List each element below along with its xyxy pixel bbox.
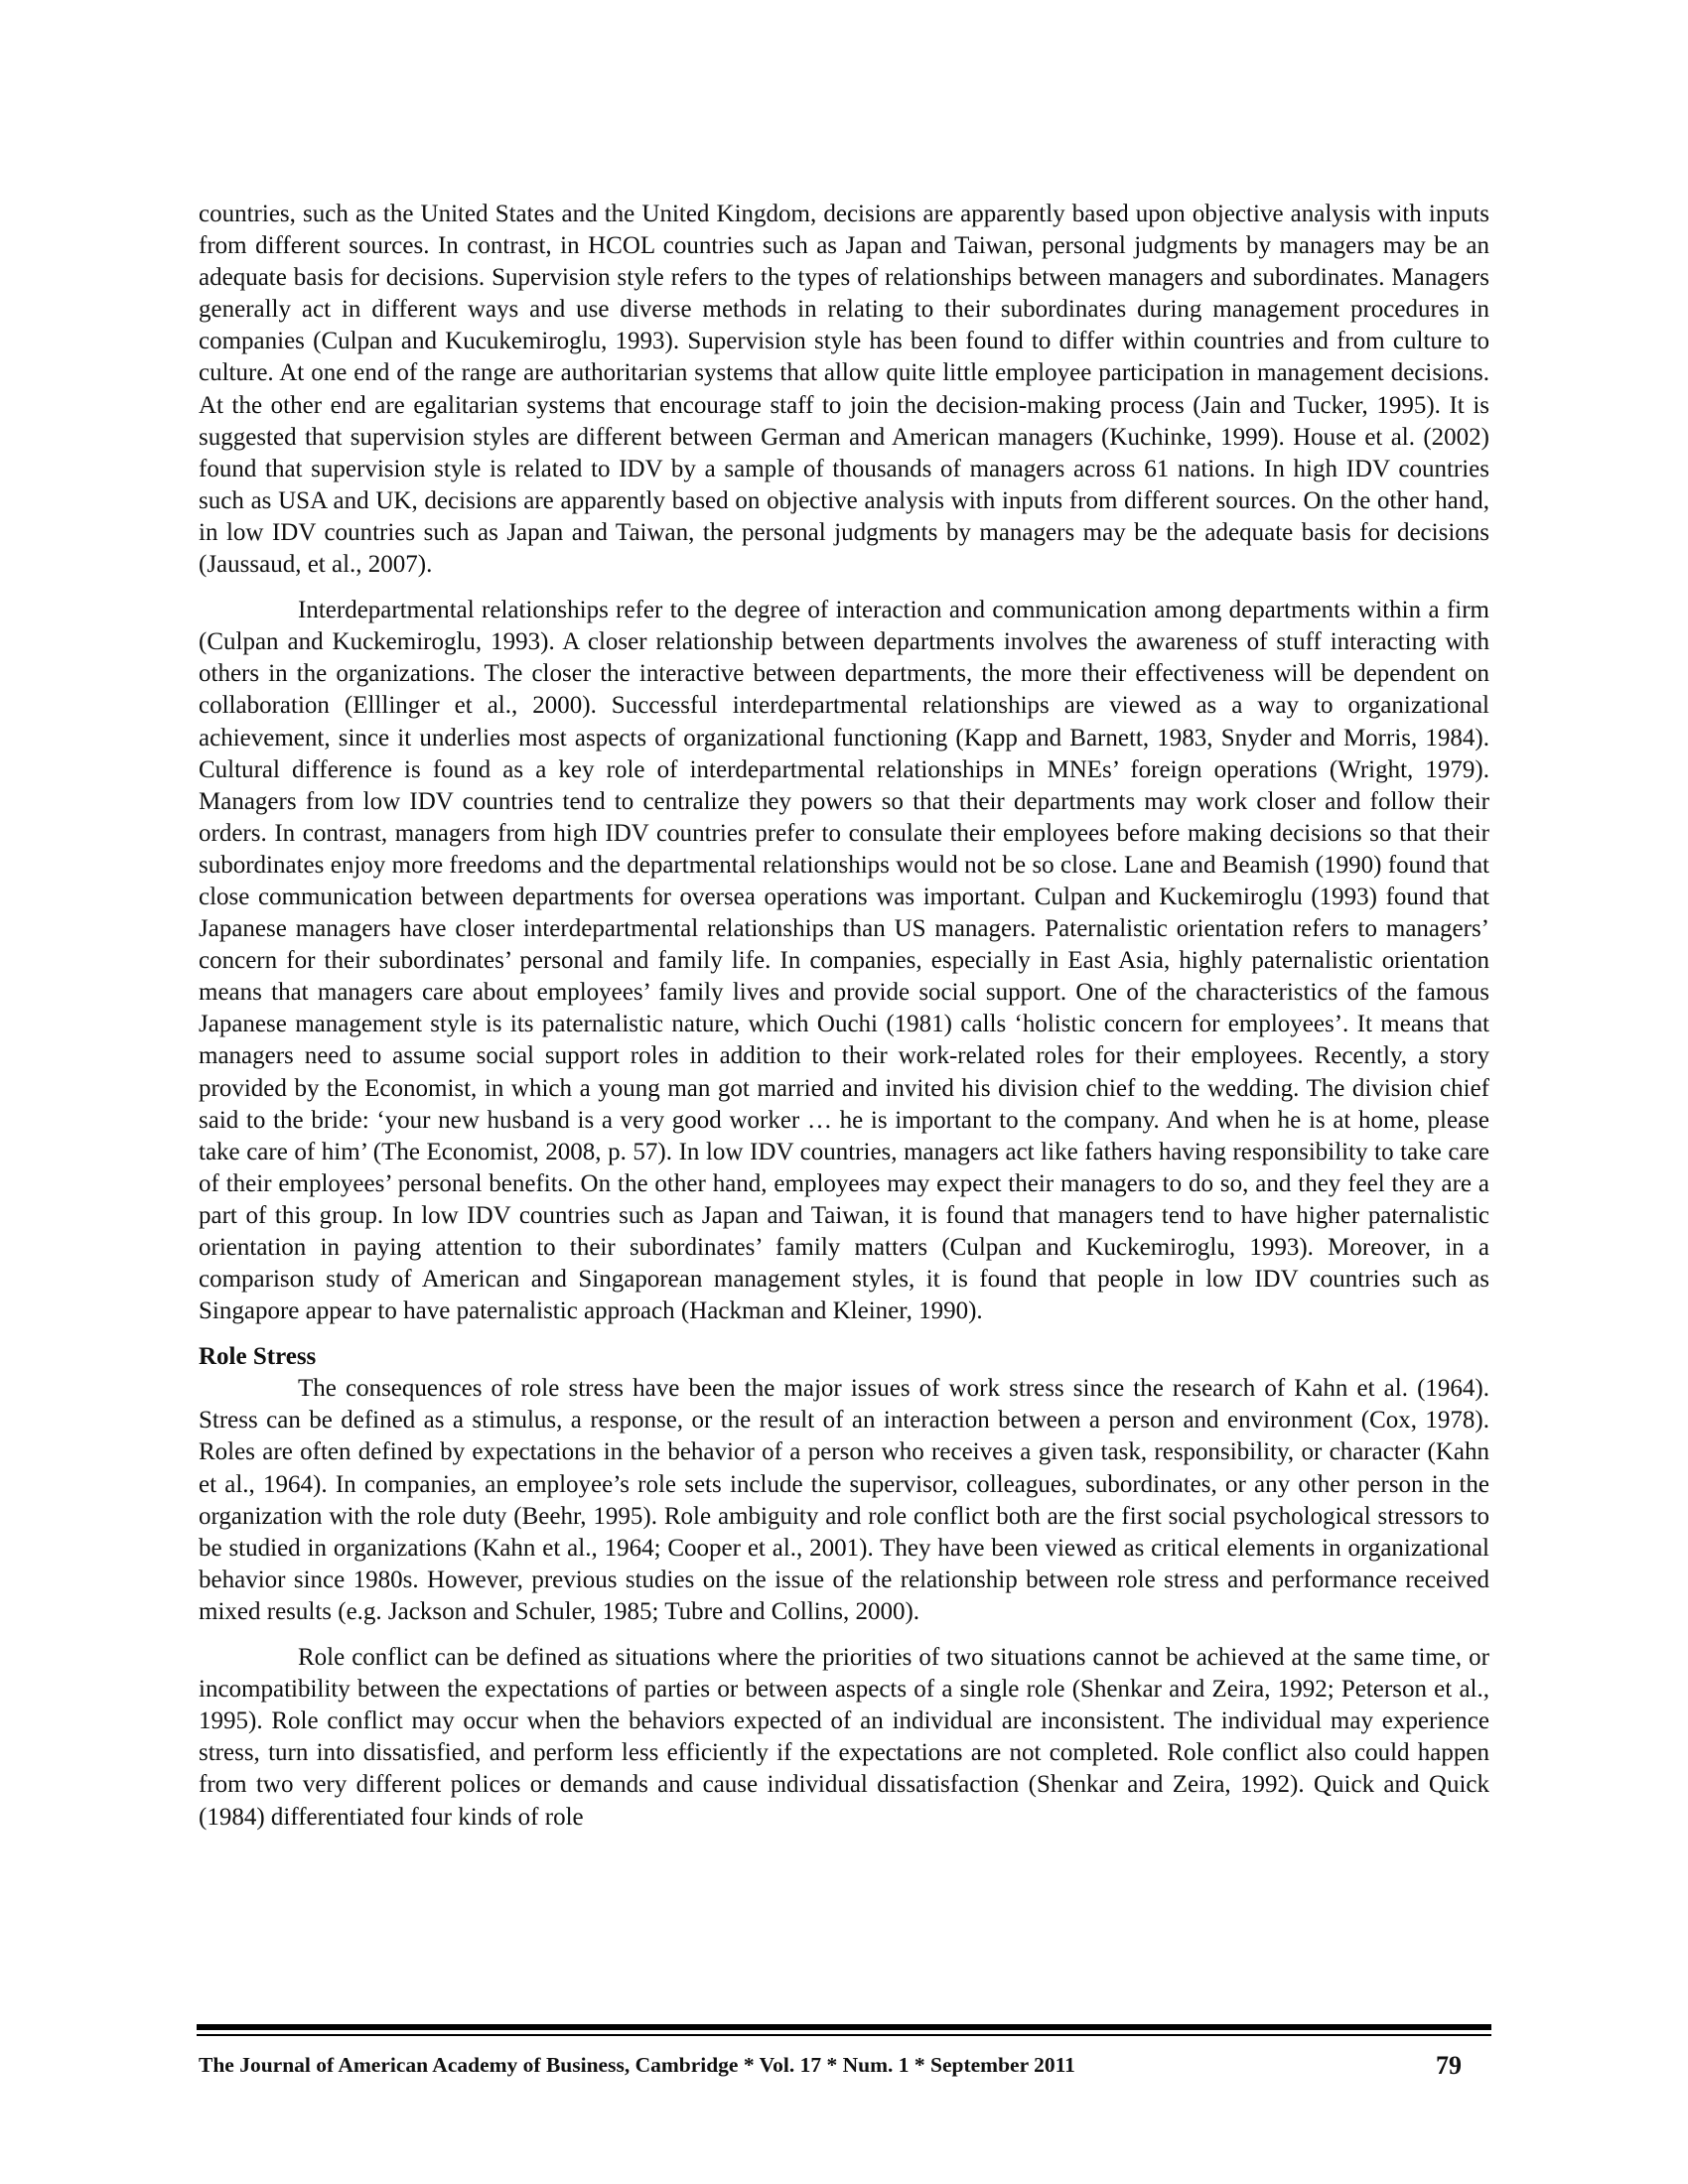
body-paragraph: countries, such as the United States and the United Kingdom, decisions are apparently based upon objective analysis with inputs from different sources. In contrast, in HCOL countries such as Japan and Taiwan, personal judgments by managers may be an adequate basis for decisions. Supervision style refers to the types of relationships between managers and subordinates. Managers generally act in different ways and use diverse methods in relating to their subordinates during management procedures in companies (Culpan and Kucukemiroglu, 1993). Supervision style has been found to differ within countries and from culture to culture. At one end of the range are authoritarian systems that allow quite little employee participation in management decisions. At the other end are egalitarian systems that encourage staff to join the decision-making process (Jain and Tucker, 1995). It is suggested that supervision styles are different between German and American managers (Kuchinke, 1999). House et al. (2002) found that supervision style is related to IDV by a sample of thousands of managers across 61 nations. In high IDV countries such as USA and UK, decisions are apparently based on objective analysis with inputs from different sources. On the other hand, in low IDV countries such as Japan and Taiwan, the personal judgments by managers may be the adequate basis for decisions (Jaussaud, et al., 2007). [199, 201, 1489, 579]
footer-divider-thick [197, 2024, 1491, 2030]
page-body [199, 199, 1489, 1834]
body-paragraph: Role conflict can be defined as situations where the priorities of two situations cannot be achieved at the same time, or incompatibility between the expectations of parties or between aspects of a single role (Shenkar and Zeira, 1992; Peterson et al., 1995). Role conflict may occur when the behaviors expected of an individual are inconsistent. The individual may experience stress, turn into dissatisfied, and perform less efficiently if the expectations are not completed. Role conflict also could happen from two very different polices or demands and cause individual dissatisfaction (Shenkar and Zeira, 1992). Quick and Quick (1984) differentiated four kinds of role [199, 1644, 1489, 1831]
footer-journal-citation: The Journal of American Academy of Business, Cambridge * Vol. 17 * Num. 1 * September 2011 [199, 2053, 1075, 2077]
section-heading: Role Stress [199, 1343, 317, 1371]
footer-divider-thin [197, 2034, 1491, 2036]
page-number: 79 [1436, 2051, 1462, 2080]
body-paragraph: Interdepartmental relationships refer to the degree of interaction and communication among departments within a firm (Culpan and Kuckemiroglu, 1993). A closer relationship between departments involves the awareness of stuff interacting with others in the organizations. The closer the interactive between departments, the more their effectiveness will be dependent on collaboration (Elllinger et al., 2000). Successful interdepartmental relationships are viewed as a way to organizational achievement, since it underlies most aspects of organizational functioning (Kapp and Barnett, 1983, Snyder and Morris, 1984). Cultural difference is found as a key role of interdepartmental relationships in MNEs’ foreign operations (Wright, 1979). Managers from low IDV countries tend to centralize they powers so that their departments may work closer and follow their orders. In contrast, managers from high IDV countries prefer to consulate their employees before making decisions so that their subordinates enjoy more freedoms and the departmental relationships would not be so close. Lane and Beamish (1990) found that close communication between departments for oversea operations was important. Culpan and Kuckemiroglu (1993) found that Japanese managers have closer interdepartmental relationships than US managers. Paternalistic orientation refers to managers’ concern for their subordinates’ personal and family life. In companies, especially in East Asia, highly paternalistic orientation means that managers care about employees’ family lives and provide social support. One of the characteristics of the famous Japanese management style is its paternalistic nature, which Ouchi (1981) calls ‘holistic concern for employees’. It means that managers need to assume social support roles in addition to their work-related roles for their employees. Recently, a story provided by the Economist, in which a young man got married and invited his division chief to the wedding. The division chief said to the bride: ‘your new husband is a very good worker … he is important to the company. And when he is at home, please take care of him’ (The Economist, 2008, p. 57). In low IDV countries, managers act like fathers having responsibility to take care of their employees’ personal benefits. On the other hand, employees may expect their managers to do so, and they feel they are a part of this group. In low IDV countries such as Japan and Taiwan, it is found that managers tend to have higher paternalistic orientation in paying attention to their subordinates’ family matters (Culpan and Kuckemiroglu, 1993). Moreover, in a comparison study of American and Singaporean management styles, it is found that people in low IDV countries such as Singapore appear to have paternalistic approach (Hackman and Kleiner, 1990). [199, 597, 1489, 1325]
body-paragraph: The consequences of role stress have been the major issues of work stress since the research of Kahn et al. (1964). Stress can be defined as a stimulus, a response, or the result of an interaction between a person and environment (Cox, 1978). Roles are often defined by expectations in the behavior of a person who receives a given task, responsibility, or character (Kahn et al., 1964). In companies, an employee’s role sets include the supervisor, colleagues, subordinates, or any other person in the organization with the role duty (Beehr, 1995). Role ambiguity and role conflict both are the first social psychological stressors to be studied in organizations (Kahn et al., 1964; Cooper et al., 2001). They have been viewed as critical elements in organizational behavior since 1980s. However, previous studies on the issue of the relationship between role stress and performance received mixed results (e.g. Jackson and Schuler, 1985; Tubre and Collins, 2000). [199, 1375, 1489, 1625]
